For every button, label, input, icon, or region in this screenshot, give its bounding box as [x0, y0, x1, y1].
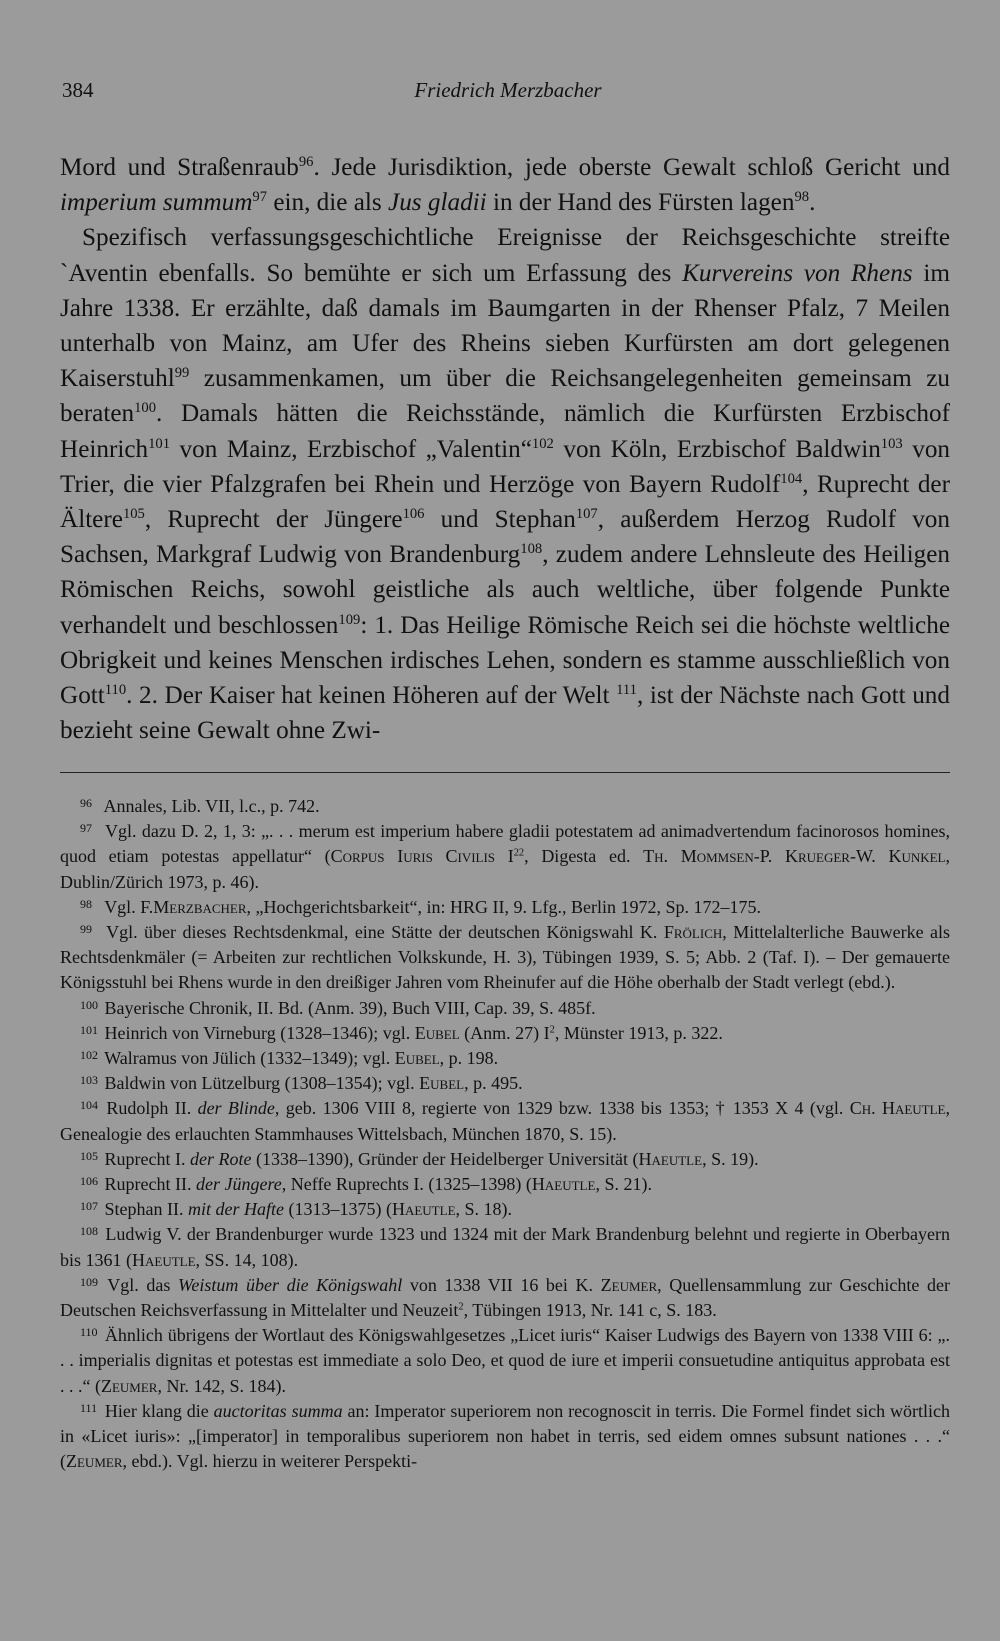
footnote-text: , ebd.). Vgl. hierzu in weiterer Perspekti- [122, 1451, 418, 1472]
author-name: Eubel [419, 1073, 465, 1094]
footnote-text: , Quellensammlung zur Geschichte der Deutschen Reichsverfassung in Mittelalter und Neuzeit [60, 1274, 950, 1321]
footnote-text: von 1338 VII 16 bei K. [402, 1274, 601, 1295]
footnote-text: , „Hochgerichtsbarkeit“, in: HRG II, 9. Lfg., Berlin 1972, Sp. 172–175. [246, 896, 761, 917]
emphasis: Jus gladii [388, 189, 487, 217]
text-span: . Jede Jurisdiktion, jede oberste Gewalt schloß Gericht und [313, 154, 950, 181]
footnote: 103 Baldwin von Lützelburg (1308–1354); vgl. Eubel, p. 495. [80, 1073, 523, 1094]
footnote-text: Annales, Lib. VII, l.c., p. 742. [103, 796, 320, 816]
paragraph [60, 150, 950, 220]
footnote-ref[interactable]: 102 [531, 435, 554, 452]
edition-superscript: 2 [549, 1024, 555, 1036]
footnote-text: , Nr. 142, S. 184). [157, 1375, 286, 1396]
footnote-ref[interactable]: 111 [616, 682, 637, 698]
text-span: : 1. Das Heilige Römische Reich sei die höchste weltliche Obrigkeit und keines Menschen irdisches Lehen, sondern es stamme ausschließlich von Gott [60, 611, 951, 710]
author-name: Eubel [414, 1022, 460, 1043]
footnote-text: Ruprecht II. [104, 1174, 196, 1195]
footnote-divider [60, 772, 950, 773]
paragraph [60, 220, 950, 748]
footnote-text: , Digesta ed. [524, 846, 644, 867]
text-span: , Ruprecht der Ältere [60, 470, 950, 534]
footnote: 104 Rudolph II. der Blinde, geb. 1306 VIII 8, regierte von 1329 bzw. 1338 bis 1353; † 1353 X 4 (vgl. Ch. Haeutle, Genealogie des erlauchten Stammhauses Wittelsbach, München 1870, S. 15). [60, 1098, 950, 1144]
author-name: Zeumer [66, 1451, 123, 1472]
footnote-text: , Genealogie des erlauchten Stammhauses Wittelsbach, München 1870, S. 15). [60, 1098, 950, 1144]
footnote-ref[interactable]: 103 [880, 435, 903, 452]
footnote-text: , Münster 1913, p. 322. [554, 1022, 723, 1043]
text-span: Mord und Straßenraub [60, 154, 299, 181]
edition-superscript: 22 [513, 847, 525, 859]
footnote-text: Vgl. über dieses Rechtsdenkmal, eine Stätte der deutschen Königswahl K. [106, 922, 664, 943]
footnote-text: , p. 198. [439, 1048, 499, 1069]
footnote-text: , Mittelalterliche Bauwerke als Rechtsdenkmäler (= Arbeiten zur rechtlichen Volkskunde, H. 3), Tübingen 1939, S. 5; Abb. 2 (Taf. I). – Der gemauerte Königsstuhl bei Rhens wurde in den dreißiger Jahren vom Rheinufer auf die Höhe oberhalb der Stadt verlegt (ebd.). [60, 922, 950, 993]
footnote-ref[interactable]: 105 [122, 505, 145, 522]
footnote-text: , S. 18). [455, 1199, 513, 1220]
footnote: 109 Vgl. das Weistum über die Königswahl von 1338 VII 16 bei K. Zeumer, Quellensammlung zur Geschichte der Deutschen Reichsverfassung in Mittelalter und Neuzeit$^2$, Tübingen 1913, Nr. 141 c, S. 183. [60, 1274, 950, 1321]
text-span: zusammenkamen, um über die Reichsangelegenheiten gemeinsam zu beraten [60, 365, 950, 428]
page-number: 384 [62, 78, 94, 102]
footnote-text: , S. 19). [702, 1148, 759, 1169]
footnote: 98 Vgl. F.Merzbacher, „Hochgerichtsbarkeit“, in: HRG II, 9. Lfg., Berlin 1972, Sp. 172–175. [80, 896, 761, 917]
text-span: . [809, 189, 816, 217]
footnote-text: (Anm. 27) I [459, 1022, 550, 1043]
footnote-text: Hier klang die [104, 1400, 214, 1421]
text-span: , ist der Nächste nach Gott und bezieht seine Gewalt ohne Zwi- [60, 682, 950, 745]
footnote-text: , Dublin/Zürich 1973, p. 46). [60, 846, 950, 892]
author-name: Ch. Haeutle [849, 1098, 946, 1119]
text-span: , zudem andere Lehnsleute des Heiligen Römischen Reichs, sowohl geistliche als auch weltliche, über folgende Punkte verhandelt und beschlossen [60, 541, 950, 639]
footnote-text: Vgl. dazu D. 2, 1, 3: „. . . merum est imperium habere gladii potestatem ad animadvertendum facinorosos homines, quod etiam potestas appellatur“ ( [60, 821, 950, 867]
footnote-ref[interactable]: 100 [134, 400, 157, 417]
footnote-text: Bayerische Chronik, II. Bd. (Anm. 39), Buch VIII, Cap. 39, S. 485f. [104, 997, 596, 1018]
footnote: 108 Ludwig V. der Brandenburger wurde 1323 und 1324 mit der Mark Brandenburg belehnt und regierte in Oberbayern bis 1361 (Haeutle, SS. 14, 108). [60, 1224, 950, 1270]
running-header [62, 78, 954, 108]
footnote-ref[interactable]: 106 [402, 505, 425, 522]
footnote: 106 Ruprecht II. der Jüngere, Neffe Ruprechts I. (1325–1398) (Haeutle, S. 21). [80, 1174, 652, 1195]
footnote: 102 Walramus von Jülich (1332–1349); vgl. Eubel, p. 198. [80, 1048, 499, 1069]
text-span: , außerdem Herzog Rudolf von Sachsen, Markgraf Ludwig von Brandenburg [60, 506, 950, 569]
footnote-text: Vgl. das [107, 1274, 179, 1295]
footnote-text: , Tübingen 1913, Nr. 141 c, S. 183. [463, 1300, 717, 1321]
footnote: 105 Ruprecht I. der Rote (1338–1390), Gründer der Heidelberger Universität (Haeutle, S. 19). [80, 1148, 759, 1169]
footnote-text: , S. 21). [595, 1174, 652, 1195]
text-span: im Jahre 1338. Er erzählte, daß damals im Baumgarten in der Rhenser Pfalz, 7 Meilen unterhalb von Mainz, am Ufer des Rheins sieben Kurfürsten am dort gelegenen Kaiserstuhl [60, 259, 950, 393]
footnote-text: , SS. 14, 108). [195, 1249, 299, 1270]
footnote-text: , p. 495. [464, 1073, 523, 1094]
footnote: 107 Stephan II. mit der Hafte (1313–1375) (Haeutle, S. 18). [80, 1199, 513, 1220]
latin-term: auctoritas summa [213, 1400, 343, 1421]
footnote-ref[interactable]: 96 [298, 153, 314, 170]
author-name: Th. Mommsen-P. Krueger-W. Kunkel [643, 846, 946, 867]
footnote: 110 Ähnlich übrigens der Wortlaut des Königswahlgesetzes „Licet iuris“ Kaiser Ludwigs des Bayern von 1338 VIII 6: „. . . imperialis dignitas et potestas est immediate a solo Deo, et quod de iure et imperii consuetudine antiquitus approbata est . . .“ (Zeumer, Nr. 142, S. 184). [60, 1325, 950, 1396]
footnote-text: Rudolph II. [106, 1098, 198, 1119]
author-name: Haeutle [531, 1174, 596, 1195]
text-span: und Stephan [424, 506, 576, 534]
footnote-text: (1338–1390), Gründer der Heidelberger Universität ( [251, 1148, 639, 1169]
author-name: Eubel [394, 1048, 440, 1069]
footnote-text: , geb. 1306 VIII 8, regierte von 1329 bzw. 1338 bis 1353; † 1353 X 4 (vgl. [274, 1098, 850, 1119]
footnote-text: Heinrich von Virneburg (1328–1346); vgl. [104, 1022, 415, 1043]
footnote-ref[interactable]: 104 [780, 470, 803, 487]
footnote: 101 Heinrich von Virneburg (1328–1346); vgl. Eubel (Anm. 27) $I^2$, Münster 1913, p. 322. [80, 1022, 723, 1043]
work-title: Weistum über die Königswahl [178, 1274, 403, 1295]
author-name: Frölich [663, 922, 723, 943]
running-title: Friedrich Merzbacher [414, 78, 602, 102]
footnote-ref[interactable]: 99 [174, 365, 190, 382]
footnote-ref[interactable]: 109 [338, 611, 361, 628]
text-span: . 2. Der Kaiser hat keinen Höheren auf der Welt [126, 682, 617, 710]
text-span: von Köln, Erzbischof Baldwin [553, 435, 881, 463]
emphasis: imperium summum [60, 189, 253, 217]
author-name: Haeutle [638, 1148, 703, 1169]
author-name: Haeutle [391, 1199, 456, 1220]
epithet: der Blinde [197, 1098, 275, 1119]
main-text [60, 150, 950, 748]
text-span: , Ruprecht der Jüngere [144, 506, 403, 534]
footnote: 97 Vgl. dazu D. 2, 1, 3: „. . . merum est imperium habere gladii potestatem ad animadvertendum facinorosos homines, quod etiam potestas appellatur“ (Corpus Iuris Civilis $I^{22}$, Digesta ed. Th. Mommsen-P. Krueger-W. Kunkel, Dublin/Zürich 1973, p. 46). [60, 821, 950, 892]
author-name: F.Merzbacher [140, 896, 247, 917]
footnote: 99 Vgl. über dieses Rechtsdenkmal, eine Stätte der deutschen Königswahl K. Frölich, Mittelalterliche Bauwerke als Rechtsdenkmäler (= Arbeiten zur rechtlichen Volkskunde, H. 3), Tübingen 1939, S. 5; Abb. 2 (Taf. I). – Der gemauerte Königsstuhl bei Rhens wurde in den dreißiger Jahren vom Rheinufer auf die Höhe oberhalb der Stadt verlegt (ebd.). [60, 922, 950, 993]
emphasis: Kurvereins von Rhens [682, 259, 913, 287]
text-span: von Trier, die vier Pfalzgrafen bei Rhein und Herzöge von Bayern Rudolf [60, 435, 951, 498]
author-name: Haeutle [132, 1249, 196, 1270]
footnote-ref[interactable]: 108 [520, 541, 543, 558]
footnote-ref[interactable]: 98 [794, 189, 810, 206]
footnote-ref[interactable]: 101 [148, 435, 171, 452]
text-span: ein, die als [267, 189, 389, 217]
text-span: von Mainz, Erzbischof „Valentin“ [170, 435, 532, 463]
footnote: 111 Hier klang die auctoritas summa an: Imperator superiorem non recognoscit in terris. Die Formel findet sich wörtlich in «Licet iuris»: „[imperator] in temporalibus superiorem non habet in terris, sed eidem omnes subsunt nationes . . .“ (Zeumer, ebd.). Vgl. hierzu in weiterer Perspekti- [60, 1400, 950, 1472]
footnote: 100 Bayerische Chronik, II. Bd. (Anm. 39), Buch VIII, Cap. 39, S. 485f. [80, 997, 596, 1018]
footnote-text: Baldwin von Lützelburg (1308–1354); vgl. [104, 1073, 420, 1094]
footnote-ref[interactable]: 107 [575, 505, 598, 522]
footnote-text: Ähnlich übrigens der Wortlaut des Königswahlgesetzes „Licet iuris“ Kaiser Ludwigs des Bayern von 1338 VIII 6: „. . . imperialis dignitas et potestas est immediate a solo Deo, et quod de iure et imperii consuetudine antiquitus approbata est . . .“ ( [60, 1325, 950, 1396]
text-span: . Damals hätten die Reichsstände, nämlich die Kurfürsten Erzbischof Heinrich [60, 400, 950, 463]
epithet: der Rote [189, 1148, 252, 1169]
footnote-text: Stephan II. [104, 1199, 188, 1220]
footnote-text: Ruprecht I. [104, 1148, 190, 1169]
author-name: Corpus Iuris Civilis [330, 846, 496, 867]
epithet: mit der Hafte [187, 1199, 284, 1220]
footnote-ref[interactable]: 110 [104, 682, 127, 698]
footnote: 96 Annales, Lib. VII, l.c., p. 742. [80, 796, 320, 816]
text-span: in der Hand des Fürsten lagen [486, 189, 795, 217]
footnote-text: , Neffe Ruprechts I. (1325–1398) ( [281, 1174, 532, 1195]
footnote-text: Ludwig V. der Brandenburger wurde 1323 und 1324 mit der Mark Brandenburg belehnt und regierte in Oberbayern bis 1361 ( [60, 1224, 950, 1270]
footnote-text: Vgl. [104, 896, 141, 917]
footnote-text: (1313–1375) ( [283, 1199, 392, 1220]
footnote-ref[interactable]: 97 [252, 189, 268, 206]
text-span: Spezifisch verfassungsgeschichtliche Ereignisse der Reichsgeschichte streifte `Aventin ebenfalls. So bemühte er sich um Erfassung des [60, 224, 950, 287]
author-name: Zeumer [100, 1375, 158, 1396]
author-name: Zeumer [600, 1274, 658, 1295]
epithet: der Jüngere [195, 1174, 282, 1195]
footnotes [60, 794, 950, 1474]
footnote-text: I [495, 846, 514, 867]
edition-superscript: 2 [458, 1301, 464, 1313]
footnote-text: an: Imperator superiorem non recognoscit in terris. Die Formel findet sich wörtlich in «Licet iuris»: „[imperator] in temporalibus superiorem non habet in terris, sed eidem omnes subsunt nationes . . .“ ( [60, 1400, 950, 1472]
footnote-text: Walramus von Jülich (1332–1349); vgl. [104, 1048, 395, 1069]
